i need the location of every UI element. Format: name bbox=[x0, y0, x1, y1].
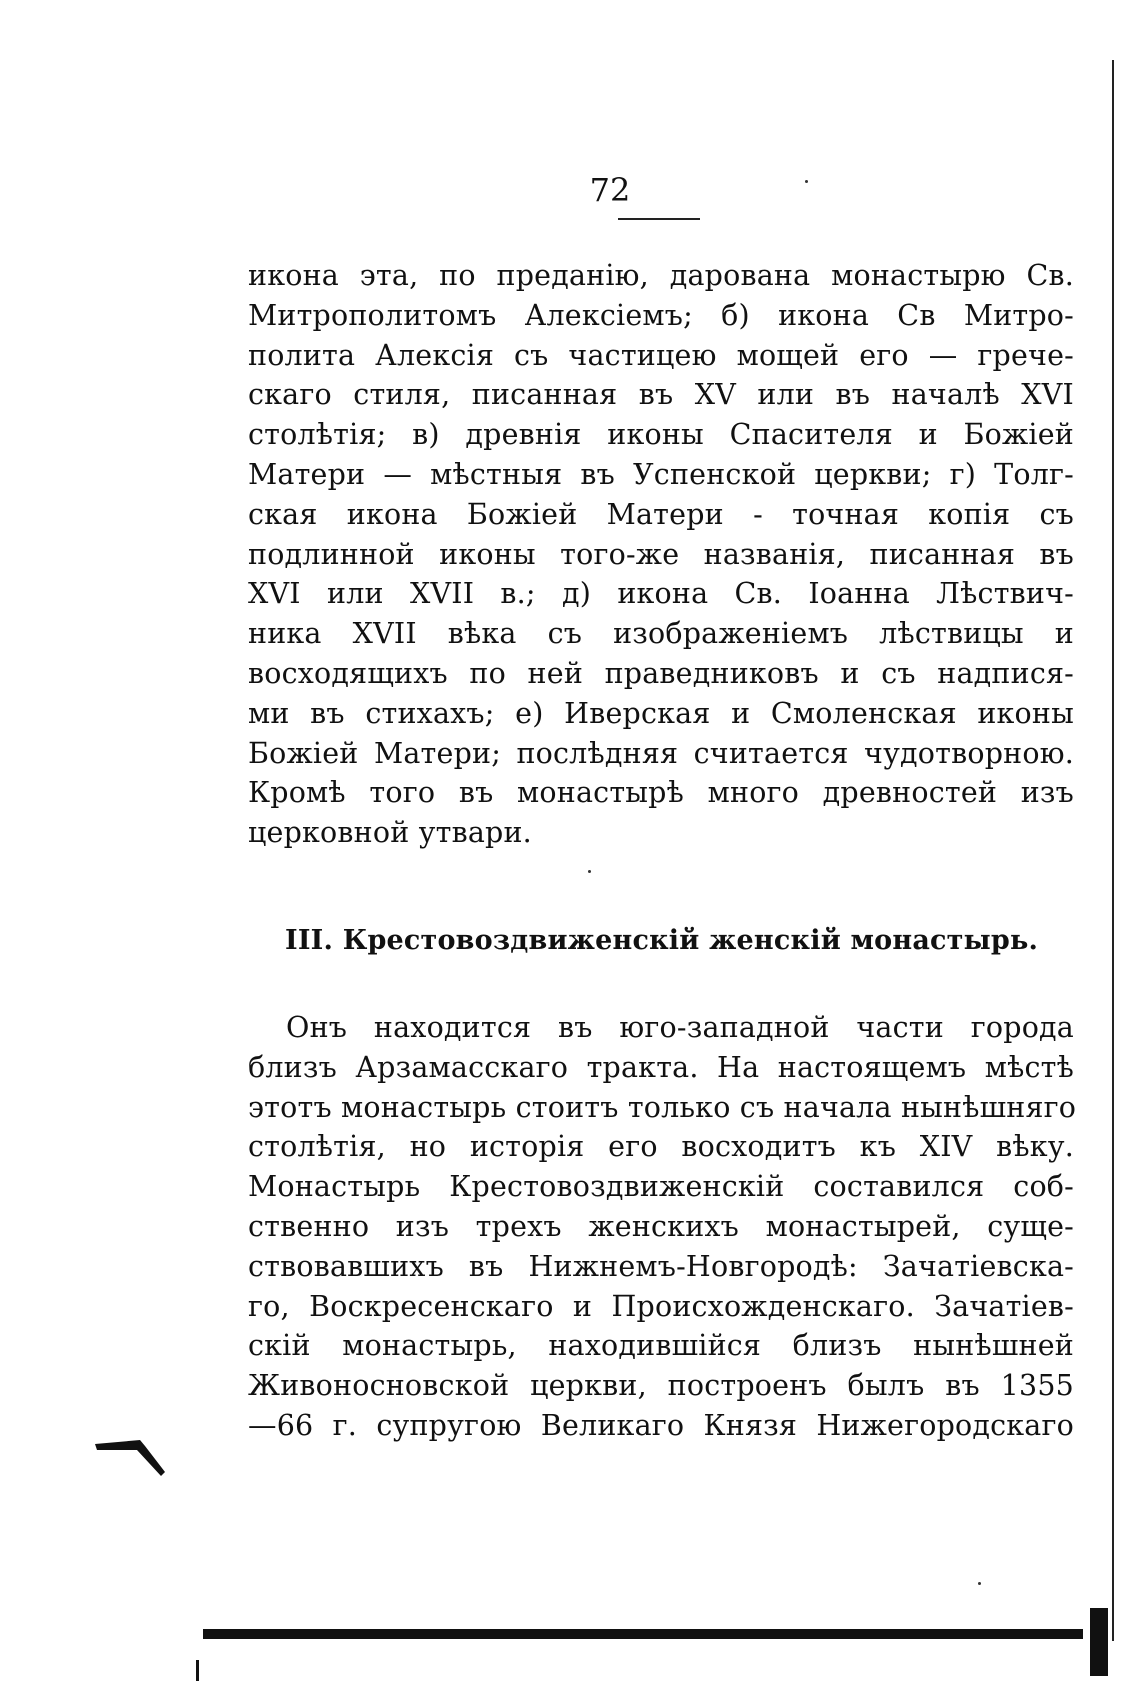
bottom-rule bbox=[203, 1629, 1083, 1639]
page-number-underline bbox=[618, 218, 700, 220]
text-line: Живоносновской церкви, построенъ былъ въ 1355 bbox=[248, 1369, 1074, 1403]
bottom-tick-mark bbox=[196, 1660, 199, 1681]
ink-speck bbox=[588, 870, 591, 873]
text-line: XVI или XVII в.; д) икона Св. Іоанна Лѣствич- bbox=[248, 577, 1074, 611]
text-line: подлинной иконы того-же названія, писанная въ bbox=[248, 537, 1074, 571]
page-number: 72 bbox=[589, 171, 631, 209]
text-line: ственно изъ трехъ женскихъ монастырей, суще- bbox=[248, 1209, 1074, 1243]
text-line: скій монастырь, находившійся близъ нынѣшней bbox=[248, 1329, 1074, 1363]
ink-speck bbox=[805, 180, 808, 183]
text-line: столѣтія, но исторія его восходитъ къ XIV вѣку. bbox=[248, 1130, 1074, 1164]
text-line: столѣтія; в) древнія иконы Спасителя и Божіей bbox=[248, 418, 1074, 452]
text-line: восходящихъ по ней праведниковъ и съ надпися- bbox=[248, 656, 1074, 690]
paragraph-bottom bbox=[248, 1008, 1077, 1446]
text-line: Кромѣ того въ монастырѣ много древностей изъ bbox=[248, 776, 1074, 810]
right-edge-mark bbox=[1090, 1608, 1108, 1676]
page-edge-line bbox=[1112, 60, 1114, 1641]
text-line: Божіей Матери; послѣдняя считается чудотворною. bbox=[248, 736, 1074, 770]
section-heading: III. Крестовоздвиженскій женскій монастырь. bbox=[285, 925, 1039, 956]
text-line: го, Воскресенскаго и Происхожденскаго. Зачатіев- bbox=[248, 1289, 1074, 1323]
ink-speck bbox=[978, 1582, 981, 1585]
text-line: Митрополитомъ Алексіемъ; б) икона Св Митро- bbox=[248, 298, 1074, 332]
text-line: икона эта, по преданію, дарована монастырю Св. bbox=[248, 259, 1074, 292]
text-line: скаго стиля, писанная въ XV или въ началѣ XVI bbox=[248, 378, 1074, 412]
text-line: —66 г. супругою Великаго Князя Нижегородскаго bbox=[248, 1408, 1074, 1442]
text-line: полита Алексія съ частицею мощей его — грече- bbox=[248, 338, 1074, 372]
text-line: ми въ стихахъ; е) Иверская и Смоленская иконы bbox=[248, 696, 1074, 730]
text-line: Монастырь Крестовоздвиженскій составился соб- bbox=[248, 1170, 1074, 1204]
text-line: близъ Арзамасскаго тракта. На настоящемъ мѣстѣ bbox=[248, 1050, 1074, 1084]
text-line: ника XVII вѣка съ изображеніемъ лѣствицы и bbox=[248, 617, 1074, 651]
paragraph-top bbox=[248, 256, 1074, 853]
text-line: этотъ монастырь стоитъ только съ начала нынѣшняго bbox=[248, 1090, 1077, 1124]
text-line: ствовавшихъ въ Нижнемъ-Новгородѣ: Зачатіевска- bbox=[248, 1249, 1074, 1283]
text-line: Онъ находится въ юго-западной части города bbox=[286, 1011, 1074, 1044]
text-line: церковной утвари. bbox=[248, 816, 532, 850]
text-line: ская икона Божіей Матери - точная копія съ bbox=[248, 497, 1074, 531]
text-line: Матери — мѣстныя въ Успенской церкви; г) Толг- bbox=[248, 457, 1074, 491]
